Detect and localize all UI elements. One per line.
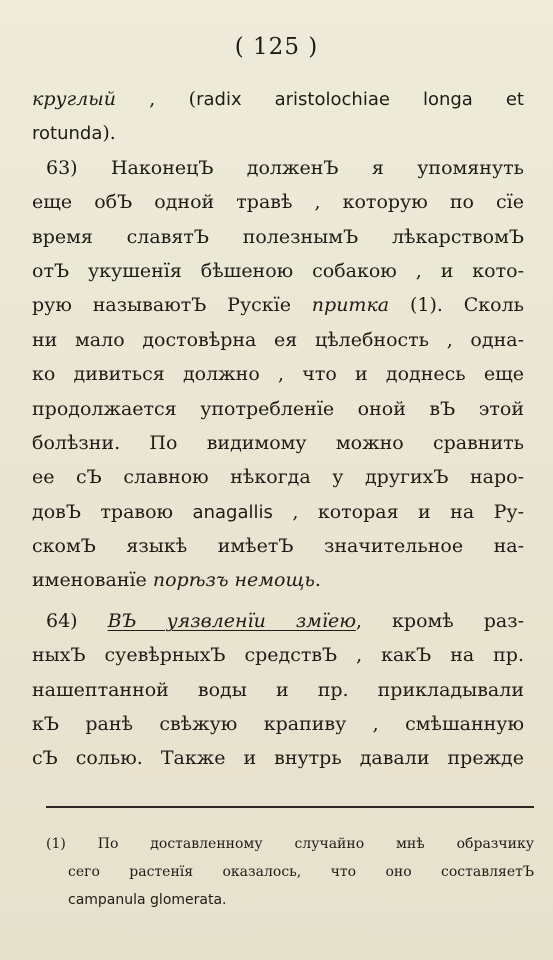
text-line: ни мало достовѣрна ея цѣлебность , одна- — [32, 328, 524, 351]
text-line: сЪ солью. Также и внутрь давали прежде — [32, 747, 524, 770]
text-line: довЪ травою anagallis , которая и на Ру- — [32, 500, 524, 523]
italic-heading: ВЪ уязвленїи змїею — [107, 609, 356, 632]
text-line: именованїе порѣзъ немощь. — [32, 569, 321, 592]
text-line: rotunda). — [32, 122, 116, 145]
main-text — [32, 82, 524, 776]
text-line: ко дивиться должно , что и доднесь еще — [32, 363, 524, 386]
text-line: скомЪ языкѣ имѣетЪ значительное на- — [32, 535, 524, 558]
text-line: рую называютЪ Рускїе притка (1). Сколь — [32, 294, 524, 317]
footnote-ref: (1). Сколь — [409, 294, 524, 317]
footnote — [46, 830, 534, 914]
text-line: кЪ ранѣ свѣжую крапиву , смѣшанную — [32, 713, 524, 736]
italic-term: притка — [311, 294, 390, 317]
text-line: время славятЪ полезнымЪ лѣкарствомЪ — [32, 225, 524, 248]
italic-term: порѣзъ немощь — [152, 569, 315, 592]
latin-term: campanula glomerata. — [68, 892, 227, 908]
italic-term: круглый — [32, 88, 116, 110]
text-line: отЪ укушенїя бѣшеною собакою , и кото- — [32, 259, 524, 282]
footnote-line: (1) По доставленному случайно мнѣ образчику — [46, 836, 534, 852]
text-line: круглый , (radix aristolochiae longa et — [32, 88, 524, 110]
latin-term: radix aristolochiae longa et — [196, 89, 524, 110]
footnote-line: сего растенїя оказалось, что оно составляетЪ — [68, 864, 534, 880]
footnote-line — [46, 886, 534, 914]
paragraph-63-start: 63) НаконецЪ долженЪ я упомянуть — [46, 156, 524, 179]
text-line: ныхЪ суевѣрныхЪ средствЪ , какЪ на пр. — [32, 644, 524, 667]
text-line: продолжается употребленїе оной вЪ этой — [32, 397, 524, 420]
latin-term: rotunda — [32, 123, 103, 145]
page-number: ( 125 ) — [234, 34, 319, 60]
text-line: еще обЪ одной травѣ , которую по сїе — [32, 191, 524, 214]
text-line: болѣзни. По видимому можно сравнить — [32, 431, 524, 454]
text-line: ее сЪ славною нѣкогда у другихЪ наро- — [32, 466, 524, 489]
paragraph-64-start: 64) ВЪ уязвленїи змїею, кромѣ раз- — [46, 609, 525, 632]
latin-term: anagallis — [192, 501, 273, 523]
text-line: нашептанной воды и пр. прикладывали — [32, 678, 524, 701]
footnote-divider — [46, 806, 534, 808]
